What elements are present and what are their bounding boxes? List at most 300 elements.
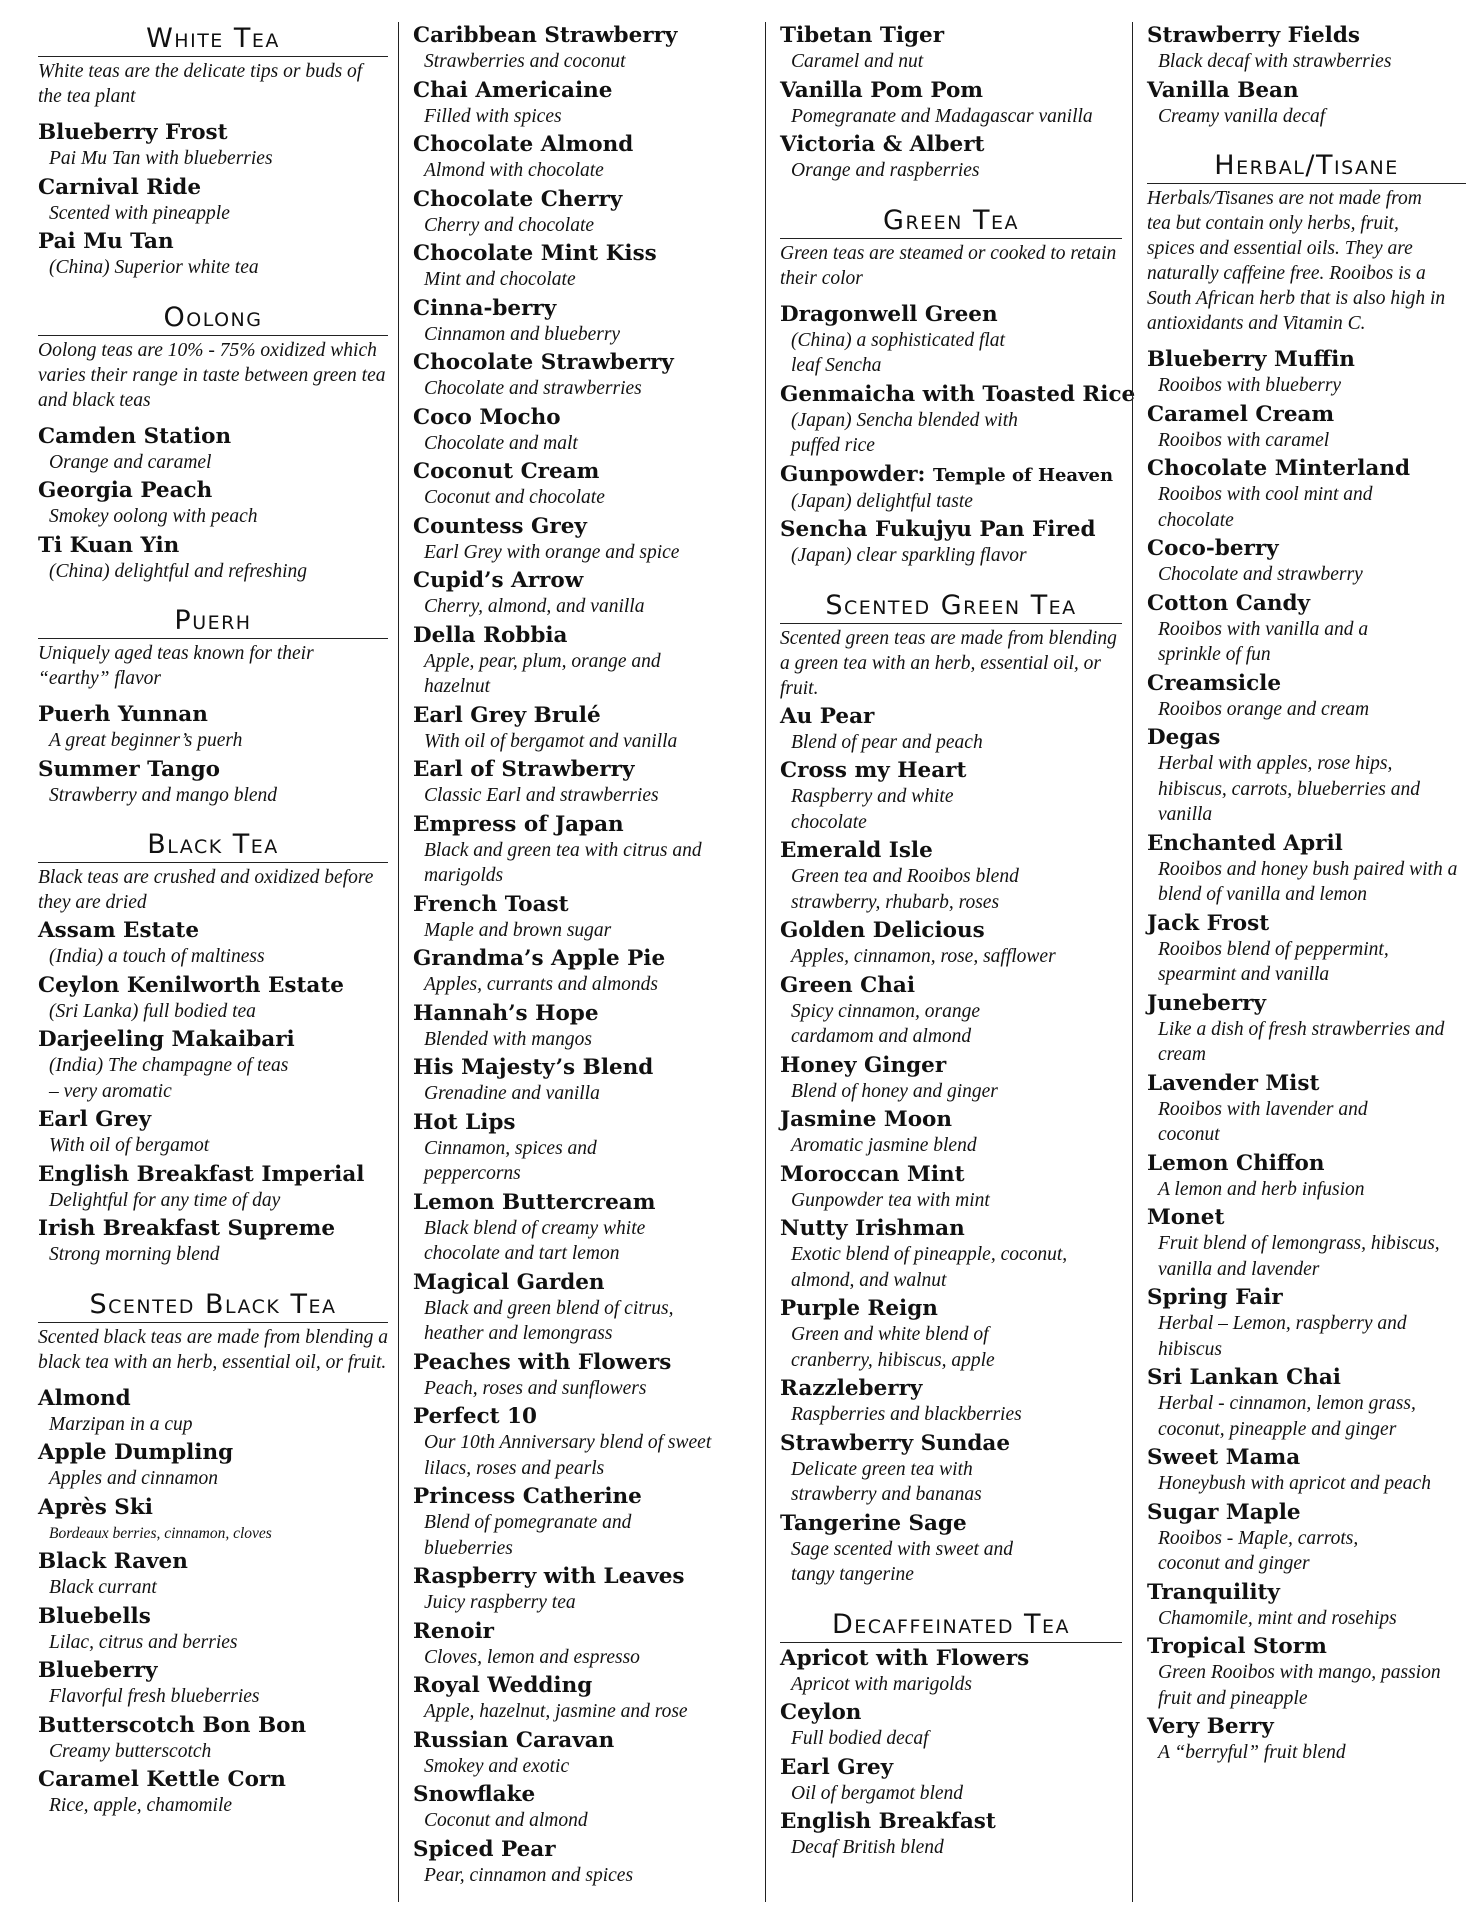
tea-name: Coconut Cream <box>413 459 600 484</box>
tea-desc: Rooibos with blueberry <box>1158 375 1342 396</box>
section-title-decaffeinated-tea: Decaffeinated Tea <box>780 1608 1122 1643</box>
tea-desc: Rooibos blend of peppermint, spearmint and vanilla <box>1158 938 1389 985</box>
tea-desc: Exotic blend of pineapple, coconut, almond, and walnut <box>791 1244 1068 1291</box>
tea-desc: Strawberry and mango blend <box>49 784 278 806</box>
tea-name: Raspberry with Leaves <box>413 1564 685 1589</box>
tea-desc: Strong morning blend <box>49 1244 220 1265</box>
tea-item <box>780 381 1136 459</box>
tea-subname: Temple of Heaven <box>932 464 1114 486</box>
tea-item <box>1147 1070 1466 1148</box>
tea-desc: Scented with pineapple <box>49 202 230 224</box>
section-desc-scented-green-tea: Scented green teas are made from blending a green tea with an herb, essential oil, or fruit. <box>780 627 1117 699</box>
section-desc-green-tea: Green teas are steamed or cooked to retain their color <box>780 242 1117 289</box>
tea-name: Countess Grey <box>413 513 587 539</box>
menu-column-1 <box>30 22 398 1902</box>
tea-item <box>38 1026 388 1104</box>
tea-item <box>1147 77 1466 130</box>
tea-desc: Rooibos with caramel <box>1158 429 1330 451</box>
menu-column-4 <box>1132 22 1466 1902</box>
tea-name: Caramel Kettle Corn <box>38 1767 286 1792</box>
tea-desc: Blend of honey and ginger <box>791 1080 998 1102</box>
tea-desc: Classic Earl and strawberries <box>424 785 659 806</box>
tea-item <box>38 477 388 530</box>
tea-desc: Aromatic jasmine blend <box>791 1135 977 1156</box>
tea-name: Nutty Irishman <box>780 1216 965 1241</box>
tea-desc: (India) a touch of maltiness <box>49 946 265 967</box>
tea-name: Earl Grey <box>780 1754 894 1780</box>
tea-item <box>413 1054 755 1107</box>
tea-name: Green Chai <box>780 972 916 998</box>
menu-column-3 <box>765 22 1136 1902</box>
tea-desc: Raspberry and white chocolate <box>791 786 954 833</box>
tea-item <box>780 1754 1122 1807</box>
tea-item <box>1147 830 1466 908</box>
tea-desc: Rooibos with vanilla and a sprinkle of fun <box>1158 618 1369 665</box>
tea-item <box>780 1215 1122 1293</box>
tea-desc: With oil of bergamot <box>49 1135 210 1156</box>
tea-name: Summer Tango <box>38 756 221 782</box>
tea-desc <box>413 1430 714 1481</box>
tea-name: Blueberry Frost <box>38 120 228 145</box>
tea-item <box>413 131 755 184</box>
tea-name: Camden Station <box>38 423 232 449</box>
tea-desc: Marzipan in a cup <box>49 1413 193 1435</box>
tea-item <box>1147 1444 1466 1497</box>
tea-name: Renoir <box>413 1618 495 1644</box>
tea-desc: Fruit blend of lemongrass, hibiscus, vanilla and lavender <box>1158 1233 1440 1280</box>
tea-desc: Chocolate and strawberries <box>424 378 642 399</box>
tea-name: Darjeeling Makaibari <box>38 1027 295 1052</box>
tea-name: Butterscotch Bon Bon <box>38 1712 307 1738</box>
tea-desc: Peach, roses and sunflowers <box>424 1377 647 1399</box>
tea-desc: Herbal – Lemon, raspberry and hibiscus <box>1158 1313 1407 1360</box>
tea-item <box>38 174 388 227</box>
tea-item <box>38 1439 388 1492</box>
tea-item <box>780 757 1122 835</box>
section-desc-white-tea: White teas are the delicate tips or buds of the tea plant <box>38 61 363 107</box>
section-desc-puerh: Uniquely aged teas known for their “earthy” flavor <box>38 643 314 689</box>
tea-desc: Coconut and chocolate <box>424 487 605 508</box>
tea-item <box>413 1563 755 1616</box>
tea-name: Snowflake <box>413 1782 536 1807</box>
tea-item <box>38 1106 388 1159</box>
tea-desc: Maple and brown sugar <box>424 919 612 941</box>
tea-item <box>413 622 755 700</box>
tea-desc: Chocolate and strawberry <box>1158 564 1363 585</box>
tea-item <box>413 77 755 130</box>
tea-name: Cross my Heart <box>780 758 967 783</box>
tea-name: Strawberry Fields <box>1147 23 1360 48</box>
tea-name: Creamsicle <box>1147 670 1282 696</box>
tea-name: Grandma’s Apple Pie <box>413 946 666 971</box>
tea-name: Purple Reign <box>780 1296 938 1321</box>
tea-desc: Apples, currants and almonds <box>424 974 658 995</box>
tea-desc: (Sri Lanka) full bodied tea <box>49 1000 256 1022</box>
tea-name: English Breakfast <box>780 1809 996 1834</box>
tea-name: Blueberry Muffin <box>1147 347 1355 372</box>
tea-item <box>1147 22 1466 75</box>
tea-name: Russian Caravan <box>413 1727 615 1753</box>
tea-name: Earl Grey Brulé <box>413 702 601 728</box>
tea-item <box>38 972 388 1025</box>
tea-desc: Bordeaux berries, cinnamon, cloves <box>49 1524 272 1542</box>
tea-desc: Lilac, citrus and berries <box>49 1631 238 1653</box>
tea-item <box>413 513 755 566</box>
tea-item <box>1147 346 1466 399</box>
menu-column-2 <box>398 22 765 1902</box>
tea-desc: (India) The champagne of teas – very aromatic <box>49 1055 289 1102</box>
section-title-green-tea: Green Tea <box>780 204 1122 239</box>
tea-item <box>38 701 388 754</box>
tea-desc: Rooibos - Maple, carrots, coconut and ginger <box>1158 1527 1359 1574</box>
tea-desc: Smokey and exotic <box>424 1755 570 1777</box>
tea-name: Hot Lips <box>413 1109 516 1135</box>
tea-name: Spiced Pear <box>413 1836 556 1862</box>
tea-name: Chocolate Strawberry <box>413 350 674 375</box>
tea-desc: Like a dish of fresh strawberries and cream <box>1158 1018 1445 1065</box>
tea-item <box>413 1672 755 1725</box>
tea-desc: Decaf British blend <box>791 1837 944 1858</box>
tea-desc: Caramel and nut <box>791 51 924 72</box>
tea-item <box>38 1603 388 1656</box>
tea-item <box>780 1375 1122 1428</box>
tea-name: Pai Mu Tan <box>38 229 174 254</box>
tea-name: Tranquility <box>1147 1579 1280 1605</box>
tea-name: Victoria & Albert <box>780 132 985 157</box>
tea-name: Coco Mocho <box>413 404 561 430</box>
section-title-herbal-tisane: Herbal/Tisane <box>1147 149 1466 184</box>
tea-desc: Rooibos orange and cream <box>1158 698 1370 720</box>
tea-item <box>1147 1150 1466 1203</box>
tea-name: Chocolate Cherry <box>413 186 623 212</box>
tea-name: Cotton Candy <box>1147 590 1310 616</box>
tea-desc: Oil of bergamot blend <box>791 1782 964 1804</box>
tea-item <box>780 917 1122 970</box>
tea-desc: Coconut and almond <box>424 1810 588 1831</box>
tea-item <box>413 1189 755 1267</box>
tea-desc: Black and green blend of citrus, heather and lemongrass <box>424 1297 674 1344</box>
section-title-scented-green-tea: Scented Green Tea <box>780 589 1122 624</box>
tea-name: Sugar Maple <box>1147 1499 1301 1525</box>
tea-item <box>38 1657 388 1710</box>
section-title-white-tea: White Tea <box>38 22 388 57</box>
tea-item <box>38 1215 388 1268</box>
tea-desc: Rooibos with lavender and coconut <box>1158 1098 1368 1145</box>
tea-name: Royal Wedding <box>413 1673 593 1698</box>
tea-desc: Green and white blend of cranberry, hibiscus, apple <box>791 1324 995 1371</box>
tea-item <box>1147 455 1466 533</box>
tea-name: Sencha Fukujyu Pan Fired <box>780 517 1096 542</box>
section-title-scented-black-tea: Scented Black Tea <box>38 1288 388 1323</box>
tea-desc: Rooibos and honey bush paired with a blend of vanilla and lemon <box>1158 858 1458 905</box>
tea-item <box>780 1430 1122 1508</box>
tea-item <box>413 349 755 402</box>
tea-desc: Filled with spices <box>424 105 562 127</box>
tea-desc: Herbal with apples, rose hips, hibiscus, carrots, blueberries and vanilla <box>1158 753 1420 825</box>
tea-name: Cinna-berry <box>413 295 557 321</box>
tea-name: Perfect 10 <box>413 1404 537 1429</box>
tea-name: Irish Breakfast Supreme <box>38 1216 336 1241</box>
tea-item <box>38 228 388 281</box>
tea-item <box>780 1699 1122 1752</box>
tea-item <box>413 1349 755 1402</box>
tea-desc: Herbal - cinnamon, lemon grass, coconut, pineapple and ginger <box>1158 1393 1416 1440</box>
tea-desc: Mint and chocolate <box>424 269 576 290</box>
tea-desc: Full bodied decaf <box>791 1728 929 1749</box>
tea-name: Jasmine Moon <box>780 1107 953 1132</box>
tea-desc: A lemon and herb infusion <box>1158 1178 1365 1200</box>
tea-desc: Black blend of creamy white chocolate and tart lemon <box>424 1217 646 1264</box>
tea-name: Juneberry <box>1147 990 1266 1016</box>
tea-item <box>38 532 388 585</box>
tea-name: Spring Fair <box>1147 1285 1283 1310</box>
tea-name: Vanilla Bean <box>1147 77 1299 103</box>
tea-item <box>780 1161 1122 1214</box>
tea-name: Tibetan Tiger <box>780 23 945 48</box>
tea-name: Carnival Ride <box>38 174 201 200</box>
tea-name: Dragonwell Green <box>780 301 998 327</box>
tea-desc: Grenadine and vanilla <box>424 1083 600 1104</box>
tea-item <box>413 1781 755 1834</box>
tea-desc: (China) a sophisticated flat leaf Sencha <box>791 329 1005 376</box>
tea-item <box>38 917 388 970</box>
tea-item <box>413 1727 755 1780</box>
tea-item <box>780 461 1122 515</box>
tea-name: Golden Delicious <box>780 918 985 943</box>
tea-name: Honey Ginger <box>780 1052 947 1078</box>
tea-item <box>413 945 755 998</box>
tea-name: French Toast <box>413 891 569 917</box>
section-desc-oolong: Oolong teas are 10% - 75% oxidized which varies their range in taste between green tea and black teas <box>38 339 386 411</box>
tea-name: Hannah’s Hope <box>413 1000 599 1026</box>
tea-item <box>780 972 1122 1050</box>
tea-desc: Cherry, almond, and vanilla <box>424 596 645 617</box>
tea-desc: Green Rooibos with mango, passion fruit and pineapple <box>1158 1662 1441 1709</box>
tea-name: Enchanted April <box>1147 830 1343 856</box>
tea-desc: Apples, cinnamon, rose, safflower <box>791 946 1056 967</box>
tea-desc: Orange and raspberries <box>791 160 980 181</box>
tea-name: Razzleberry <box>780 1376 923 1401</box>
tea-menu <box>30 22 1466 1902</box>
tea-item <box>38 1385 388 1438</box>
tea-desc: Blended with mangos <box>424 1028 592 1050</box>
tea-item <box>38 1161 388 1214</box>
tea-name: Ceylon <box>780 1700 862 1725</box>
tea-name: Ti Kuan Yin <box>38 532 180 558</box>
tea-desc: Black and green tea with citrus and marigolds <box>424 839 702 886</box>
tea-name-text: Gunpowder: <box>780 461 926 487</box>
tea-desc: Rice, apple, chamomile <box>49 1795 233 1816</box>
section-title-black-tea: Black Tea <box>38 828 388 863</box>
tea-name: Tropical Storm <box>1147 1634 1327 1659</box>
tea-item <box>1147 990 1466 1068</box>
tea-desc: Apples and cinnamon <box>49 1468 218 1489</box>
tea-name: Emerald Isle <box>780 838 933 863</box>
tea-desc: Apple, pear, plum, orange and hazelnut <box>424 650 661 697</box>
tea-desc: (Japan) Sencha blended with puffed rice <box>791 409 1018 456</box>
tea-name: Sri Lankan Chai <box>1147 1365 1341 1390</box>
tea-desc: Chamomile, mint and rosehips <box>1158 1607 1397 1629</box>
tea-item <box>780 1106 1122 1159</box>
tea-item <box>413 22 755 75</box>
tea-name: Black Raven <box>38 1549 188 1574</box>
tea-item <box>413 295 755 348</box>
tea-name: Very Berry <box>1147 1714 1274 1739</box>
tea-name: Empress of Japan <box>413 811 624 837</box>
tea-name: Au Pear <box>780 703 875 729</box>
tea-name: Georgia Peach <box>38 478 213 503</box>
tea-item <box>1147 1284 1466 1362</box>
tea-desc: Apple, hazelnut, jasmine and rose <box>424 1701 688 1722</box>
section-desc-black-tea: Black teas are crushed and oxidized before they are dried <box>38 867 374 913</box>
tea-desc: Black currant <box>49 1577 157 1598</box>
tea-name: Puerh Yunnan <box>38 702 208 727</box>
tea-item <box>413 240 755 293</box>
tea-name <box>780 461 1122 489</box>
tea-name: Monet <box>1147 1205 1225 1230</box>
tea-name: Caramel Cream <box>1147 401 1335 427</box>
tea-item <box>1147 1633 1466 1711</box>
tea-name: Della Robbia <box>413 622 568 648</box>
tea-desc: Pear, cinnamon and spices <box>424 1864 634 1886</box>
tea-desc: Pomegranate and Madagascar vanilla <box>791 105 1093 127</box>
tea-name: Almond <box>38 1385 131 1411</box>
tea-name: Lavender Mist <box>1147 1070 1320 1096</box>
tea-name: Après Ski <box>38 1494 153 1520</box>
tea-desc: Spicy cinnamon, orange cardamom and almond <box>791 1000 981 1047</box>
tea-name: Chocolate Mint Kiss <box>413 241 657 266</box>
tea-desc: (China) Superior white tea <box>49 257 259 278</box>
tea-name: Tangerine Sage <box>780 1510 967 1536</box>
tea-desc: (Japan) delightful taste <box>791 490 973 512</box>
tea-name: Apple Dumpling <box>38 1440 234 1465</box>
tea-name: Earl Grey <box>38 1107 152 1132</box>
section-desc-herbal-tisane: Herbals/Tisanes are not made from tea but contain only herbs, fruit, spices and essential oils. They are naturally caffeine free. Rooibos is a South African herb that is also high in antioxidants and Vitamin C. <box>1147 188 1446 334</box>
section-desc-scented-black-tea: Scented black teas are made from blending a black tea with an herb, essential oil, or fruit. <box>38 1326 389 1373</box>
tea-desc: Cloves, lemon and espresso <box>424 1646 640 1668</box>
tea-item <box>1147 1364 1466 1442</box>
tea-name: Chocolate Minterland <box>1147 456 1411 481</box>
tea-name: Coco-berry <box>1147 536 1279 561</box>
tea-desc: Orange and caramel <box>49 451 212 473</box>
tea-desc: Black decaf with strawberries <box>1158 51 1392 72</box>
tea-item <box>780 516 1122 569</box>
tea-name: English Breakfast Imperial <box>38 1161 365 1187</box>
tea-item <box>1147 1713 1466 1766</box>
tea-name: Vanilla Pom Pom <box>780 77 984 103</box>
tea-item <box>780 703 1122 756</box>
tea-name: Strawberry Sundae <box>780 1430 1011 1456</box>
tea-item <box>780 1510 1122 1588</box>
tea-item <box>38 1548 388 1601</box>
section-title-puerh: Puerh <box>38 604 388 639</box>
tea-item <box>780 77 1122 130</box>
tea-item <box>413 1000 755 1053</box>
tea-desc: With oil of bergamot and vanilla <box>424 730 678 752</box>
tea-desc: Delightful for any time of day <box>49 1189 281 1211</box>
tea-name: Assam Estate <box>38 918 200 943</box>
tea-name: Ceylon Kenilworth Estate <box>38 972 344 998</box>
tea-desc: Creamy butterscotch <box>49 1740 212 1762</box>
tea-item <box>413 186 755 239</box>
tea-desc: Creamy vanilla decaf <box>1158 105 1326 127</box>
tea-item <box>1147 535 1466 588</box>
tea-item <box>1147 1579 1466 1632</box>
tea-item <box>780 1808 1122 1861</box>
tea-item <box>38 1766 388 1819</box>
tea-desc: Delicate green tea with strawberry and bananas <box>791 1458 982 1505</box>
tea-item <box>1147 1204 1466 1282</box>
tea-name: Sweet Mama <box>1147 1445 1301 1470</box>
tea-item <box>1147 1499 1466 1577</box>
tea-desc: Pai Mu Tan with blueberries <box>49 148 273 169</box>
tea-desc: A great beginner’s puerh <box>49 730 243 751</box>
tea-desc: Juicy raspberry tea <box>424 1592 576 1613</box>
tea-item <box>1147 724 1466 828</box>
tea-desc: Flavorful fresh blueberries <box>49 1686 260 1707</box>
tea-item <box>780 301 1122 379</box>
tea-desc: Blend of pomegranate and blueberries <box>424 1512 632 1559</box>
tea-item <box>413 1483 755 1561</box>
tea-item <box>780 22 1122 75</box>
tea-item <box>413 811 755 889</box>
tea-item <box>413 756 755 809</box>
tea-desc: Cinnamon and blueberry <box>424 323 621 345</box>
tea-name: Bluebells <box>38 1603 151 1629</box>
tea-desc: Green tea and Rooibos blend strawberry, rhubarb, roses <box>791 866 1019 913</box>
tea-desc-text: Our 10th Anniversary blend of sweet lilacs, roses and pearls <box>424 1432 712 1479</box>
tea-desc: Raspberries and blackberries <box>791 1404 1022 1425</box>
tea-item <box>413 1269 755 1347</box>
tea-desc: Cherry and chocolate <box>424 214 595 236</box>
tea-name: Jack Frost <box>1147 910 1270 936</box>
tea-name: Caribbean Strawberry <box>413 23 678 48</box>
tea-desc: (China) delightful and refreshing <box>49 560 307 582</box>
tea-desc: Gunpowder tea with mint <box>791 1189 990 1211</box>
tea-name: Peaches with Flowers <box>413 1349 672 1375</box>
tea-name: Chai Americaine <box>413 77 613 103</box>
tea-name: Lemon Buttercream <box>413 1189 656 1215</box>
tea-item <box>38 423 388 476</box>
tea-item <box>413 1109 755 1187</box>
tea-item <box>780 131 1122 184</box>
tea-item <box>413 1836 755 1889</box>
tea-desc: Chocolate and malt <box>424 432 578 454</box>
tea-name: His Majesty’s Blend <box>413 1055 654 1080</box>
tea-name: Princess Catherine <box>413 1484 642 1509</box>
tea-desc: Rooibos with cool mint and chocolate <box>1158 484 1373 531</box>
tea-name: Blueberry <box>38 1658 158 1683</box>
tea-item <box>38 756 388 809</box>
tea-name: Earl of Strawberry <box>413 757 635 782</box>
tea-item <box>413 702 755 755</box>
tea-desc: Honeybush with apricot and peach <box>1158 1473 1431 1494</box>
tea-desc: Sage scented with sweet and tangy tangerine <box>791 1538 1014 1585</box>
section-title-oolong: Oolong <box>38 301 388 336</box>
tea-item <box>38 119 388 172</box>
tea-desc: Apricot with marigolds <box>791 1673 972 1695</box>
tea-item <box>1147 401 1466 454</box>
tea-name: Apricot with Flowers <box>780 1645 1030 1671</box>
tea-name: Degas <box>1147 725 1221 750</box>
tea-item <box>1147 670 1466 723</box>
tea-name: Chocolate Almond <box>413 132 634 157</box>
tea-item <box>38 1494 388 1547</box>
tea-item <box>413 1618 755 1671</box>
tea-desc: Strawberries and coconut <box>424 51 626 72</box>
tea-desc: Smokey oolong with peach <box>49 506 258 527</box>
tea-desc: Blend of pear and peach <box>791 731 983 753</box>
